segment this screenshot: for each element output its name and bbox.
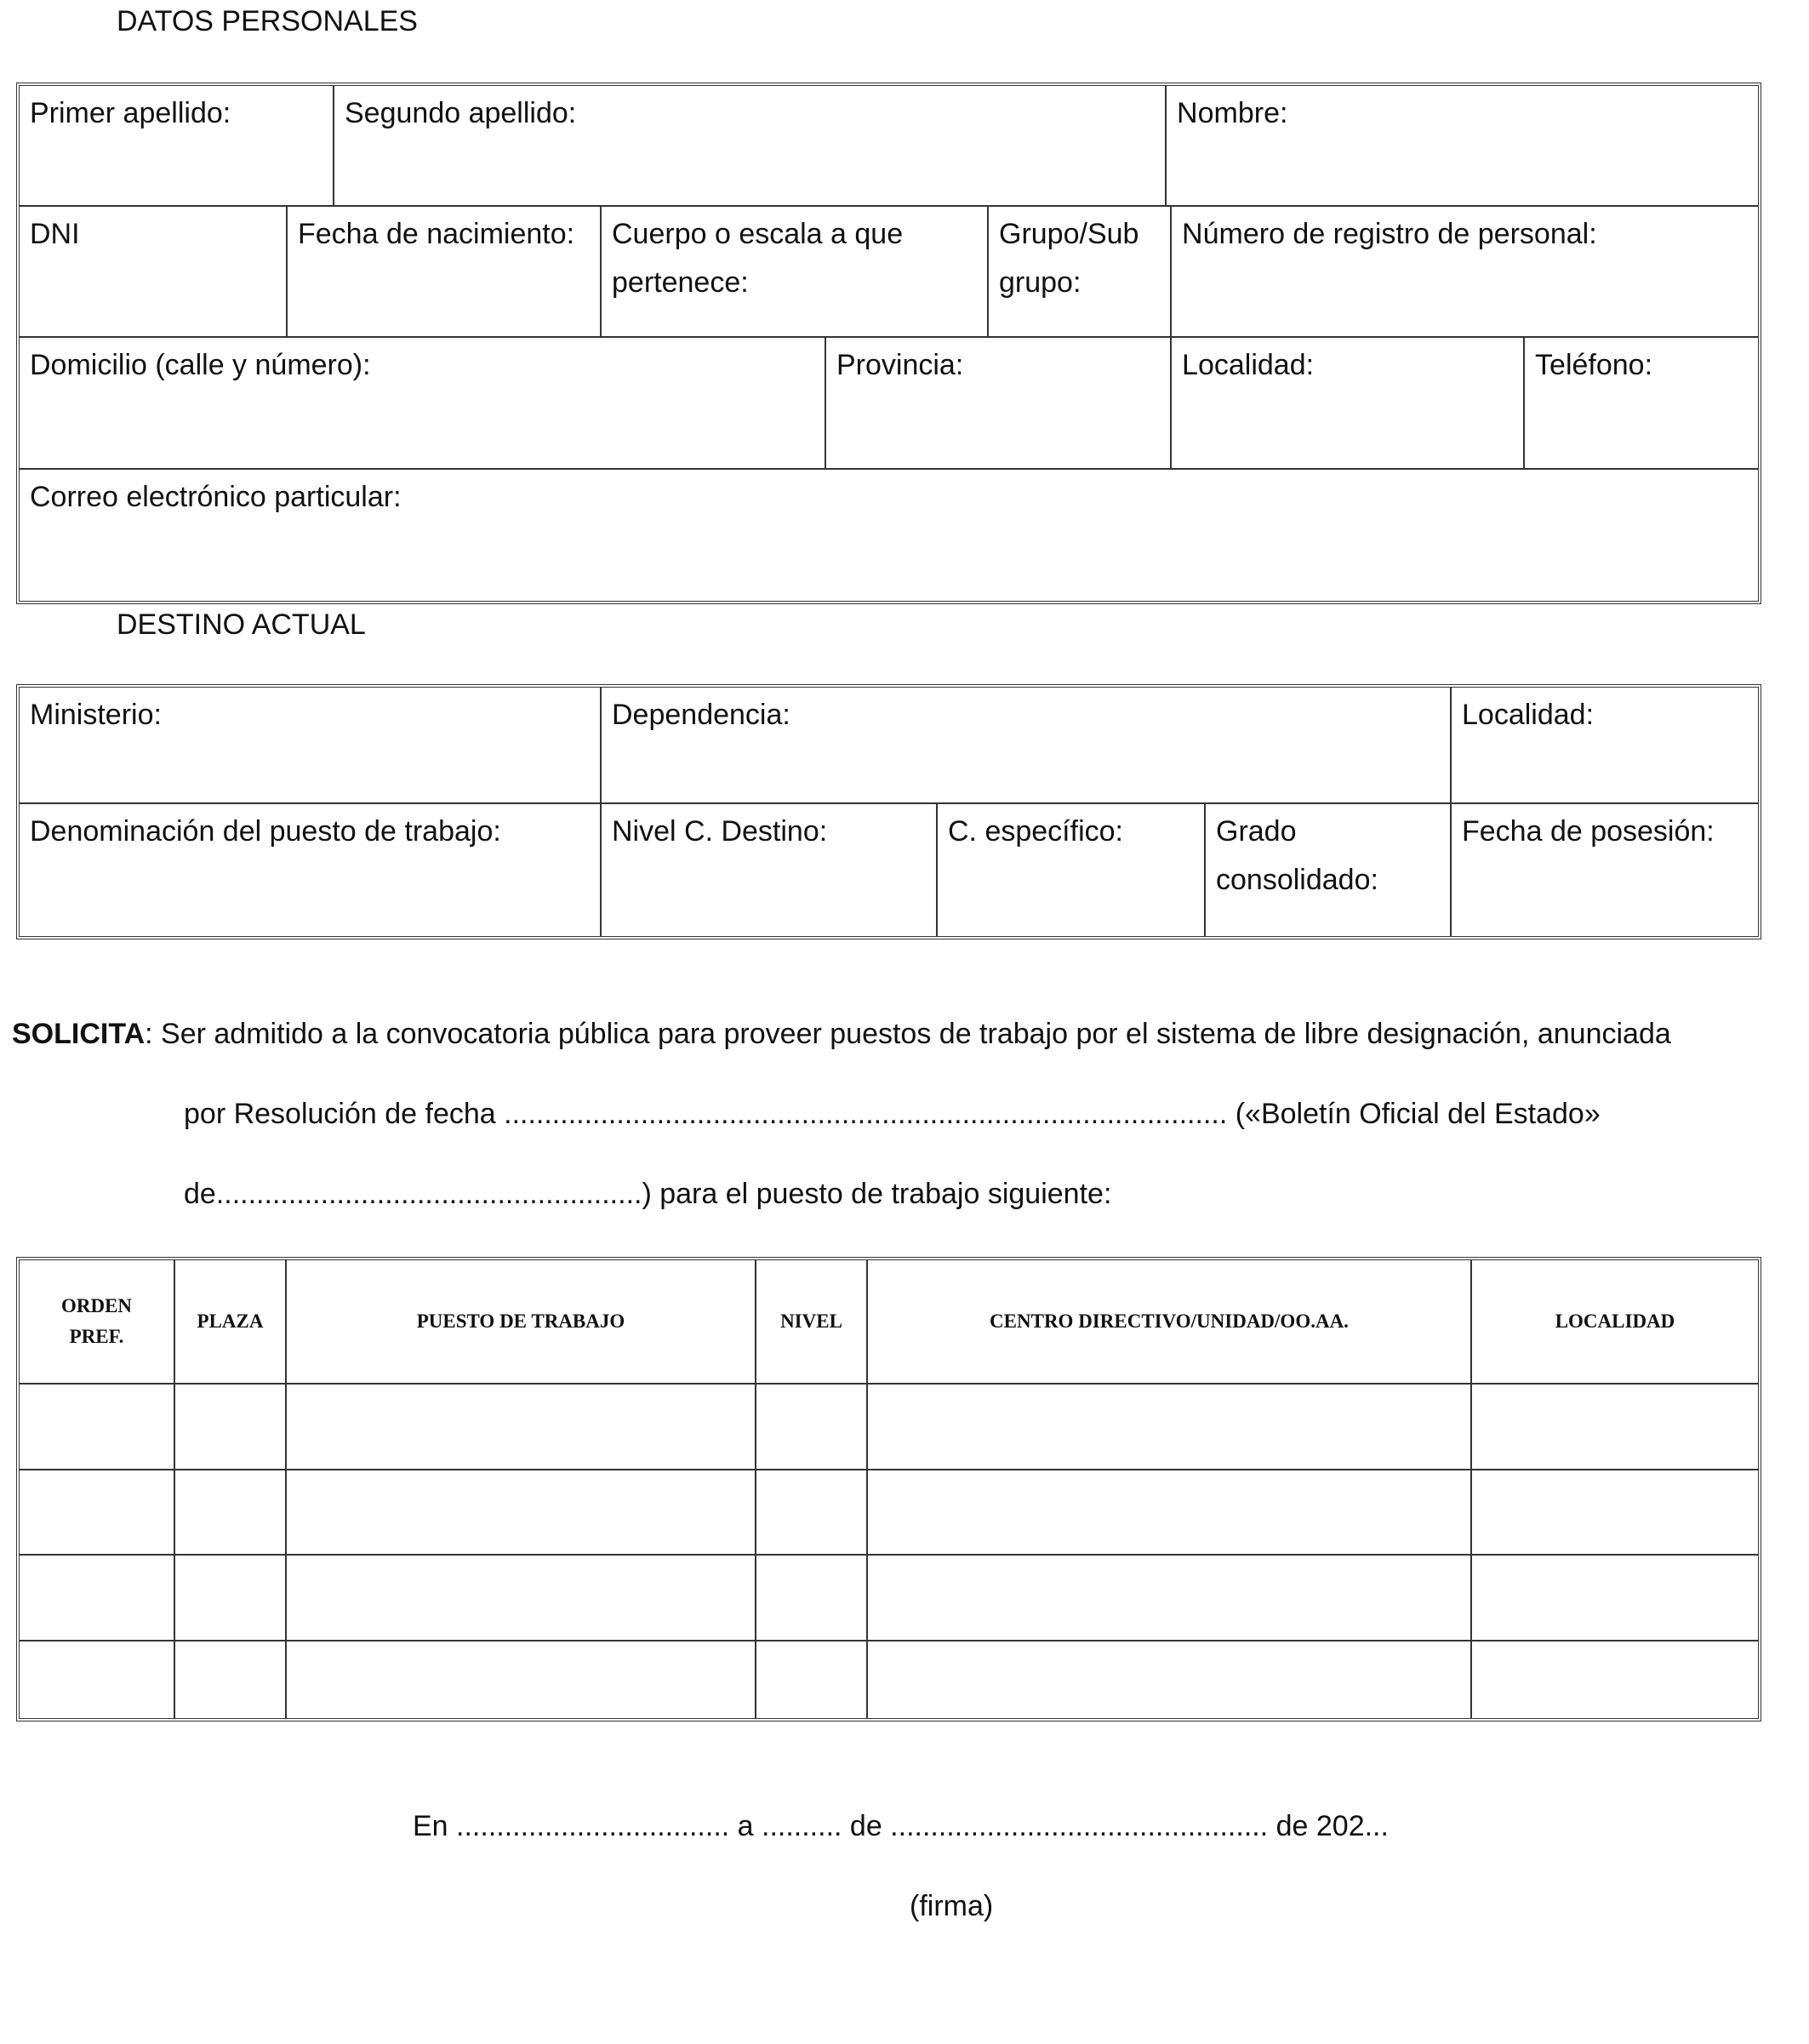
header-localidad: LOCALIDAD (1471, 1260, 1758, 1384)
segundo-apellido-label: Segundo apellido: (345, 97, 577, 129)
grado-consolidado-field[interactable] (1205, 803, 1451, 936)
cell-nivel[interactable] (756, 1641, 867, 1718)
section-heading-destino-actual: DESTINO ACTUAL (117, 608, 366, 641)
grado-consolidado-label: Grado consolidado: (1216, 815, 1378, 896)
cell-puesto[interactable] (286, 1555, 756, 1641)
fecha-posesion-label: Fecha de posesión: (1462, 815, 1715, 848)
place-date-line: En .................................. a .......... de ............................................... de 202... (413, 1810, 1389, 1842)
numero-registro-field[interactable] (1171, 206, 1758, 337)
cell-orden[interactable] (20, 1641, 174, 1718)
segundo-apellido-field[interactable] (334, 86, 1166, 206)
fecha-nacimiento-label: Fecha de nacimiento: (298, 218, 575, 250)
cuerpo-escala-label: Cuerpo o escala a que pertenece: (612, 218, 904, 299)
telefono-label: Teléfono: (1535, 349, 1653, 381)
localidad-label: Localidad: (1182, 349, 1315, 381)
nombre-label: Nombre: (1177, 97, 1288, 129)
section-heading-datos-personales: DATOS PERSONALES (117, 5, 418, 37)
nombre-field[interactable] (1166, 86, 1758, 206)
denominacion-puesto-label: Denominación del puesto de trabajo: (30, 815, 501, 848)
cell-plaza[interactable] (174, 1470, 286, 1555)
c-especifico-label: C. específico: (948, 815, 1123, 848)
solicita-label: SOLICITA (12, 1018, 146, 1050)
nivel-c-destino-label: Nivel C. Destino: (612, 815, 828, 848)
cell-centro[interactable] (867, 1384, 1471, 1470)
table-row (20, 1470, 1758, 1555)
correo-field[interactable] (20, 469, 1758, 601)
cell-localidad[interactable] (1471, 1641, 1758, 1718)
solicita-line-3: de.....................................................) para el puesto de trabajo siguiente: (184, 1178, 1112, 1210)
ministerio-label: Ministerio: (30, 699, 162, 731)
cell-localidad[interactable] (1471, 1384, 1758, 1470)
cell-orden[interactable] (20, 1384, 174, 1470)
cuerpo-escala-field[interactable] (601, 206, 988, 337)
cell-plaza[interactable] (174, 1641, 286, 1718)
primer-apellido-label: Primer apellido: (30, 97, 231, 129)
cell-nivel[interactable] (756, 1470, 867, 1555)
c-especifico-field[interactable] (937, 803, 1205, 936)
grupo-subgrupo-label: Grupo/Sub grupo: (999, 218, 1139, 299)
denominacion-puesto-field[interactable] (20, 803, 601, 936)
localidad-field[interactable] (1171, 337, 1524, 469)
ministerio-field[interactable] (20, 688, 601, 803)
fecha-nacimiento-field[interactable] (287, 206, 601, 337)
firma-label: (firma) (910, 1890, 994, 1922)
dni-label: DNI (30, 218, 80, 250)
table-row (20, 1641, 1758, 1718)
dni-field[interactable] (20, 206, 287, 337)
destino-actual-form (16, 684, 1761, 939)
table-row (20, 1384, 1758, 1470)
nivel-c-destino-field[interactable] (601, 803, 937, 936)
cell-centro[interactable] (867, 1555, 1471, 1641)
localidad-destino-field[interactable] (1451, 688, 1758, 803)
header-pref: PREF. (69, 1326, 124, 1347)
cell-puesto[interactable] (286, 1641, 756, 1718)
puestos-table (16, 1257, 1761, 1721)
numero-registro-label: Número de registro de personal: (1182, 218, 1597, 250)
cell-localidad[interactable] (1471, 1555, 1758, 1641)
cell-plaza[interactable] (174, 1555, 286, 1641)
cell-centro[interactable] (867, 1641, 1471, 1718)
header-centro: CENTRO DIRECTIVO/UNIDAD/OO.AA. (867, 1260, 1471, 1384)
cell-puesto[interactable] (286, 1384, 756, 1470)
localidad-destino-label: Localidad: (1462, 699, 1595, 731)
fecha-posesion-field[interactable] (1451, 803, 1758, 936)
correo-label: Correo electrónico particular: (30, 481, 402, 513)
provincia-label: Provincia: (836, 349, 964, 381)
dependencia-field[interactable] (601, 688, 1451, 803)
solicita-line-1 (12, 1018, 1671, 1051)
domicilio-field[interactable] (20, 337, 825, 469)
header-puesto: PUESTO DE TRABAJO (286, 1260, 756, 1384)
table-row (20, 1555, 1758, 1641)
cell-orden[interactable] (20, 1470, 174, 1555)
header-orden-pref (20, 1260, 174, 1384)
primer-apellido-field[interactable] (20, 86, 334, 206)
cell-nivel[interactable] (756, 1555, 867, 1641)
cell-nivel[interactable] (756, 1384, 867, 1470)
cell-plaza[interactable] (174, 1384, 286, 1470)
cell-puesto[interactable] (286, 1470, 756, 1555)
grupo-subgrupo-field[interactable] (988, 206, 1171, 337)
header-nivel: NIVEL (756, 1260, 867, 1384)
cell-localidad[interactable] (1471, 1470, 1758, 1555)
cell-orden[interactable] (20, 1555, 174, 1641)
telefono-field[interactable] (1524, 337, 1758, 469)
datos-personales-form (16, 83, 1761, 604)
cell-centro[interactable] (867, 1470, 1471, 1555)
dependencia-label: Dependencia: (612, 699, 790, 731)
domicilio-label: Domicilio (calle y número): (30, 349, 371, 381)
solicita-text-1: : Ser admitido a la convocatoria pública para proveer puestos de trabajo por el sistema de libre designación, anunciada (145, 1018, 1671, 1050)
provincia-field[interactable] (825, 337, 1171, 469)
header-orden: ORDEN (60, 1295, 133, 1316)
solicita-line-2: por Resolución de fecha .......................................................................................... («Boletín Oficial del Estado» (184, 1098, 1601, 1130)
header-plaza: PLAZA (174, 1260, 286, 1384)
